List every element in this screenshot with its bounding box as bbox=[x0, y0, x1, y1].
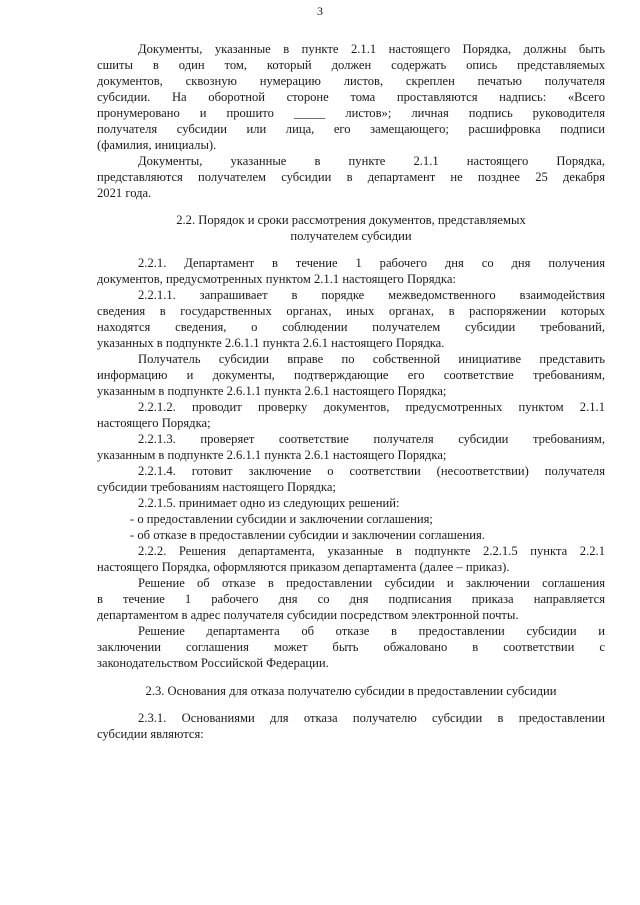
paragraph-line: 2.2.1.5. принимает одно из следующих решений: bbox=[138, 496, 400, 510]
paragraph-line: 2.2.1.1. запрашивает в порядке межведомственного взаимодействия bbox=[138, 288, 605, 302]
paragraph-line: Решение департамента об отказе в предоставлении субсидии и bbox=[138, 624, 605, 638]
paragraph-line: (фамилия, инициалы). bbox=[97, 138, 217, 152]
paragraph-line: 2021 года. bbox=[97, 186, 152, 200]
paragraph-line: сведения в государственных органах, иных органах, в распоряжении которых bbox=[97, 304, 605, 318]
paragraph-line: документов, сквозную нумерацию листов, скреплен печатью получателя bbox=[97, 74, 605, 88]
paragraph-line: субсидии являются: bbox=[97, 727, 204, 741]
paragraph-line: заключении соглашения может быть обжаловано в соответствии с bbox=[97, 640, 605, 654]
paragraph-line: 2.2.1.2. проводит проверку документов, предусмотренных пунктом 2.1.1 bbox=[138, 400, 605, 414]
paragraph-line: 2.2.1.3. проверяет соответствие получателя субсидии требованиям, bbox=[138, 432, 605, 446]
paragraph-line: настоящего Порядка; bbox=[97, 416, 211, 430]
paragraph-line: находятся сведения, о соблюдении получателем субсидии требований, bbox=[97, 320, 605, 334]
paragraph-line: указанным в подпункте 2.6.1.1 пункта 2.6.1 настоящего Порядка; bbox=[97, 384, 447, 398]
page-number: 3 bbox=[317, 4, 323, 18]
section-heading: получателем субсидии bbox=[290, 229, 412, 243]
paragraph-line: законодательством Российской Федерации. bbox=[97, 656, 329, 670]
paragraph-line: департаментом в адрес получателя субсидии посредством электронной почты. bbox=[97, 608, 519, 622]
paragraph-line: сшиты в один том, который должен содержать опись представляемых bbox=[97, 58, 605, 72]
list-item: - о предоставлении субсидии и заключении соглашения; bbox=[130, 512, 433, 526]
list-item: - об отказе в предоставлении субсидии и заключении соглашения. bbox=[130, 528, 485, 542]
paragraph-line: настоящего Порядка, оформляются приказом департамента (далее – приказ). bbox=[97, 560, 510, 574]
paragraph-line: субсидии требованиям настоящего Порядка; bbox=[97, 480, 336, 494]
paragraph-line: документов, предусмотренных пунктом 2.1.1 настоящего Порядка: bbox=[97, 272, 456, 286]
section-heading: 2.2. Порядок и сроки рассмотрения документов, представляемых bbox=[176, 213, 526, 227]
section-heading: 2.3. Основания для отказа получателю субсидии в предоставлении субсидии bbox=[145, 684, 557, 698]
paragraph-line: Получатель субсидии вправе по собственной инициативе представить bbox=[138, 352, 605, 366]
paragraph-line: в течение 1 рабочего дня со дня подписания приказа направляется bbox=[97, 592, 605, 606]
paragraph-line: Документы, указанные в пункте 2.1.1 настоящего Порядка, должны быть bbox=[138, 42, 605, 56]
paragraph-line: получателя субсидии или лица, его замещающего; расшифровка подписи bbox=[97, 122, 605, 136]
paragraph-line: Решение об отказе в предоставлении субсидии и заключении соглашения bbox=[138, 576, 605, 590]
paragraph-line: Документы, указанные в пункте 2.1.1 настоящего Порядка, bbox=[138, 154, 605, 168]
paragraph-line: указанным в подпункте 2.6.1.1 пункта 2.6.1 настоящего Порядка; bbox=[97, 448, 447, 462]
paragraph-line: 2.2.1.4. готовит заключение о соответствии (несоответствии) получателя bbox=[138, 464, 605, 478]
paragraph-line: пронумеровано и прошито _____ листов»; личная подпись руководителя bbox=[97, 106, 605, 120]
paragraph-line: представляются получателем субсидии в департамент не позднее 25 декабря bbox=[97, 170, 605, 184]
paragraph-line: 2.2.2. Решения департамента, указанные в подпункте 2.2.1.5 пункта 2.2.1 bbox=[138, 544, 605, 558]
paragraph-line: 2.3.1. Основаниями для отказа получателю субсидии в предоставлении bbox=[138, 711, 605, 725]
paragraph-line: 2.2.1. Департамент в течение 1 рабочего дня со дня получения bbox=[138, 256, 605, 270]
paragraph-line: информацию и документы, подтверждающие его соответствие требованиям, bbox=[97, 368, 605, 382]
paragraph-line: субсидии. На оборотной стороне тома проставляются надпись: «Всего bbox=[97, 90, 605, 104]
paragraph-line: указанных в подпункте 2.6.1.1 пункта 2.6.1 настоящего Порядка. bbox=[97, 336, 445, 350]
